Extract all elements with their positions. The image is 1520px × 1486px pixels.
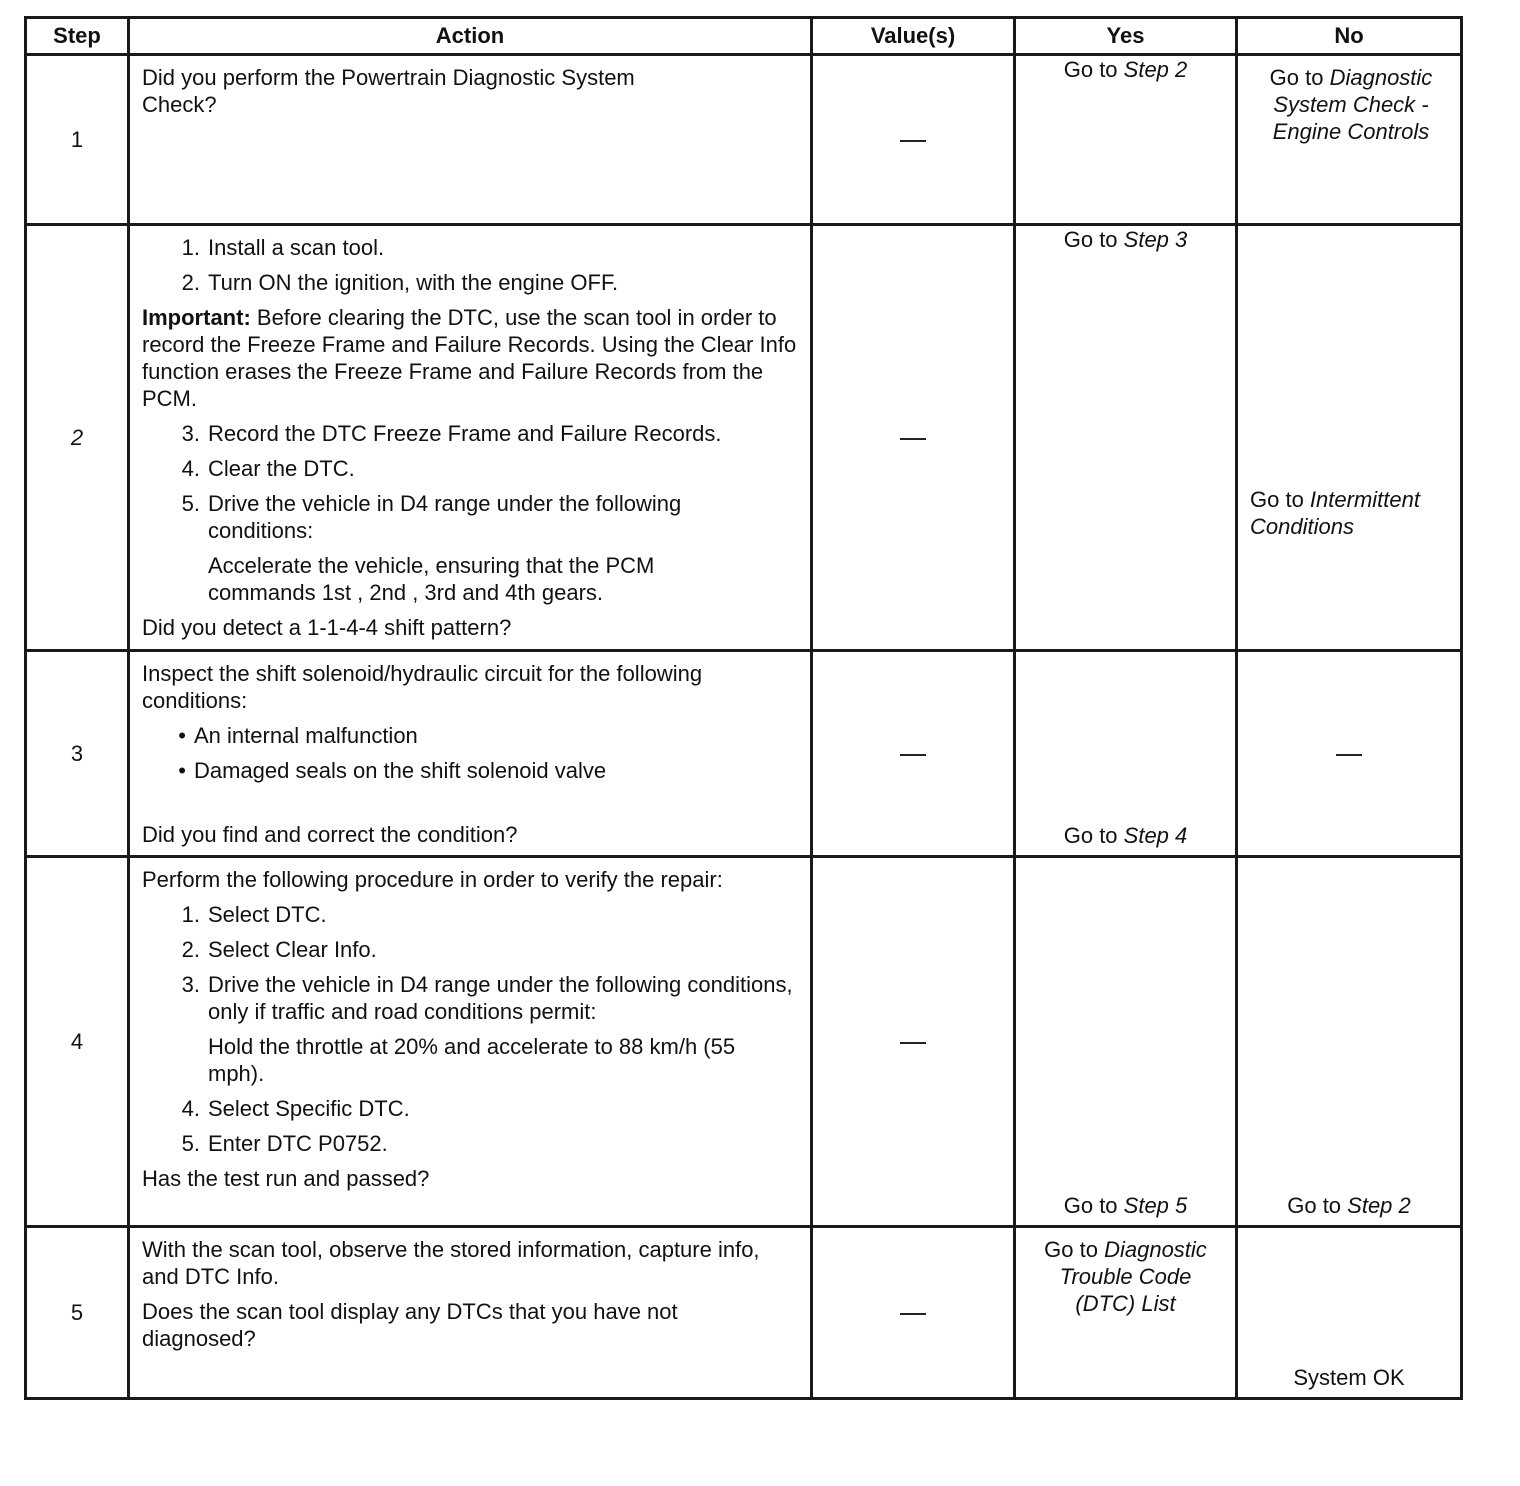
header-values: Value(s) xyxy=(812,18,1015,55)
action-cell xyxy=(129,225,812,651)
dash-mark xyxy=(900,140,926,142)
yes-cell xyxy=(1015,857,1237,1227)
no-cell xyxy=(1237,55,1462,225)
goto-prefix: Go to xyxy=(1287,1193,1348,1218)
diagnostic-table xyxy=(24,16,1463,1400)
yes-goto[interactable] xyxy=(1016,822,1235,855)
bullet-item xyxy=(142,757,800,784)
list-text: Install a scan tool. xyxy=(208,235,385,260)
header-action: Action xyxy=(129,18,812,55)
goto-link[interactable]: Step 4 xyxy=(1123,823,1188,848)
no-cell xyxy=(1237,651,1462,857)
header-yes: Yes xyxy=(1015,18,1237,55)
header-row xyxy=(26,18,1462,55)
header-no: No xyxy=(1237,18,1462,55)
goto-prefix: Go to xyxy=(1250,486,1310,512)
list-number: 4. xyxy=(181,1096,200,1121)
list-item xyxy=(142,1095,800,1122)
action-question: Did you find and correct the condition? xyxy=(142,822,518,847)
action-question: Does the scan tool display any DTCs that you have not diagnosed? xyxy=(142,1299,678,1351)
list-text: Record the DTC Freeze Frame and Failure Records. xyxy=(208,421,722,446)
goto-prefix: Go to xyxy=(1063,823,1124,848)
bullet-icon: • xyxy=(178,758,186,783)
no-text[interactable]: System OK xyxy=(1293,1365,1405,1390)
action-cell xyxy=(129,55,812,225)
goto-link[interactable]: Diagnostic Trouble Code (DTC) List xyxy=(1059,1237,1207,1316)
list-text: Drive the vehicle in D4 range under the following conditions, only if traffic and road conditions permit: xyxy=(208,972,793,1024)
dash-mark xyxy=(900,754,926,756)
yes-goto[interactable] xyxy=(1016,1228,1235,1317)
important-label: Important: xyxy=(142,305,251,330)
dash-mark xyxy=(1336,754,1362,756)
list-text: Select Clear Info. xyxy=(208,937,377,962)
list-number: 5. xyxy=(181,491,200,516)
bullet-item xyxy=(142,722,800,749)
header-step: Step xyxy=(26,18,129,55)
list-text: Clear the DTC. xyxy=(208,456,355,481)
action-cell xyxy=(129,1227,812,1399)
list-number: 3. xyxy=(181,972,200,997)
list-item xyxy=(142,420,800,447)
no-goto[interactable] xyxy=(1238,1192,1460,1225)
goto-prefix: Go to xyxy=(1063,1193,1124,1218)
list-item xyxy=(142,936,800,963)
action-question: Did you perform the Powertrain Diagnostic System Check? xyxy=(142,65,635,117)
yes-goto[interactable] xyxy=(1016,56,1235,89)
list-number: 3. xyxy=(181,421,200,446)
value-cell xyxy=(812,857,1015,1227)
value-cell xyxy=(812,225,1015,651)
dash-mark xyxy=(900,1313,926,1315)
action-question: Did you detect a 1-1-4-4 shift pattern? xyxy=(142,615,512,640)
goto-prefix: Go to xyxy=(1063,57,1124,82)
list-number: 1. xyxy=(181,902,200,927)
list-number: 4. xyxy=(181,456,200,481)
table-row xyxy=(26,225,1462,651)
action-intro: Perform the following procedure in order to verify the repair: xyxy=(142,867,723,892)
goto-link[interactable]: Intermittent Conditions xyxy=(1250,486,1420,539)
step-number: 1 xyxy=(26,55,129,225)
list-text: Select DTC. xyxy=(208,902,327,927)
list-item xyxy=(142,901,800,928)
list-text: Drive the vehicle in D4 range under the following conditions: xyxy=(208,491,682,543)
no-goto[interactable] xyxy=(1238,486,1460,540)
value-cell xyxy=(812,651,1015,857)
step-number: 5 xyxy=(26,1227,129,1399)
list-text: Turn ON the ignition, with the engine OFF. xyxy=(208,270,619,295)
dash-mark xyxy=(900,1042,926,1044)
yes-goto[interactable] xyxy=(1016,1192,1235,1225)
goto-prefix: Go to xyxy=(1044,1237,1105,1262)
action-intro: Inspect the shift solenoid/hydraulic circuit for the following conditions: xyxy=(142,661,703,713)
yes-cell xyxy=(1015,651,1237,857)
list-number: 1. xyxy=(181,235,200,260)
goto-prefix: Go to xyxy=(1063,227,1124,252)
list-number: 2. xyxy=(181,270,200,295)
bullet-text: Damaged seals on the shift solenoid valve xyxy=(194,758,607,783)
goto-link[interactable]: Step 2 xyxy=(1123,57,1188,82)
goto-prefix: Go to xyxy=(1269,65,1330,90)
goto-link[interactable]: Diagnostic System Check - Engine Controls xyxy=(1272,65,1433,144)
goto-link[interactable]: Step 3 xyxy=(1123,227,1188,252)
list-text: Select Specific DTC. xyxy=(208,1096,410,1121)
list-item xyxy=(142,455,800,482)
important-note xyxy=(142,304,800,412)
yes-cell xyxy=(1015,55,1237,225)
step-number: 2 xyxy=(26,225,129,651)
no-goto[interactable] xyxy=(1238,56,1460,145)
action-cell xyxy=(129,651,812,857)
value-cell xyxy=(812,55,1015,225)
goto-link[interactable]: Step 2 xyxy=(1347,1193,1411,1218)
value-cell xyxy=(812,1227,1015,1399)
action-cell xyxy=(129,857,812,1227)
bullet-icon: • xyxy=(178,723,186,748)
table-row xyxy=(26,1227,1462,1399)
table-row xyxy=(26,55,1462,225)
action-question: Has the test run and passed? xyxy=(142,1166,430,1191)
action-intro: With the scan tool, observe the stored information, capture info, and DTC Info. xyxy=(142,1237,760,1289)
yes-cell xyxy=(1015,225,1237,651)
bullet-text: An internal malfunction xyxy=(194,723,418,748)
table-row xyxy=(26,857,1462,1227)
sub-instruction: Hold the throttle at 20% and accelerate to 88 km/h (55 mph). xyxy=(208,1034,736,1086)
list-item xyxy=(142,1130,800,1157)
sub-instruction: Accelerate the vehicle, ensuring that the PCM commands 1st , 2nd , 3rd and 4th gears. xyxy=(208,553,655,605)
list-number: 5. xyxy=(181,1131,200,1156)
list-item xyxy=(142,971,800,1025)
goto-link[interactable]: Step 5 xyxy=(1123,1193,1188,1218)
no-cell xyxy=(1237,857,1462,1227)
yes-cell xyxy=(1015,1227,1237,1399)
important-text: Before clearing the DTC, use the scan tool in order to record the Freeze Frame and Failure Records. Using the Clear Info function erases the Freeze Frame and Failure Records from the PCM. xyxy=(142,305,797,411)
yes-goto[interactable] xyxy=(1016,226,1235,259)
step-number: 4 xyxy=(26,857,129,1227)
no-cell xyxy=(1237,225,1462,651)
list-item xyxy=(142,269,800,296)
table-row xyxy=(26,651,1462,857)
list-item xyxy=(142,234,800,261)
step-number: 3 xyxy=(26,651,129,857)
list-text: Enter DTC P0752. xyxy=(208,1131,388,1156)
no-cell xyxy=(1237,1227,1462,1399)
list-item xyxy=(142,490,800,544)
dash-mark xyxy=(900,438,926,440)
list-number: 2. xyxy=(181,937,200,962)
